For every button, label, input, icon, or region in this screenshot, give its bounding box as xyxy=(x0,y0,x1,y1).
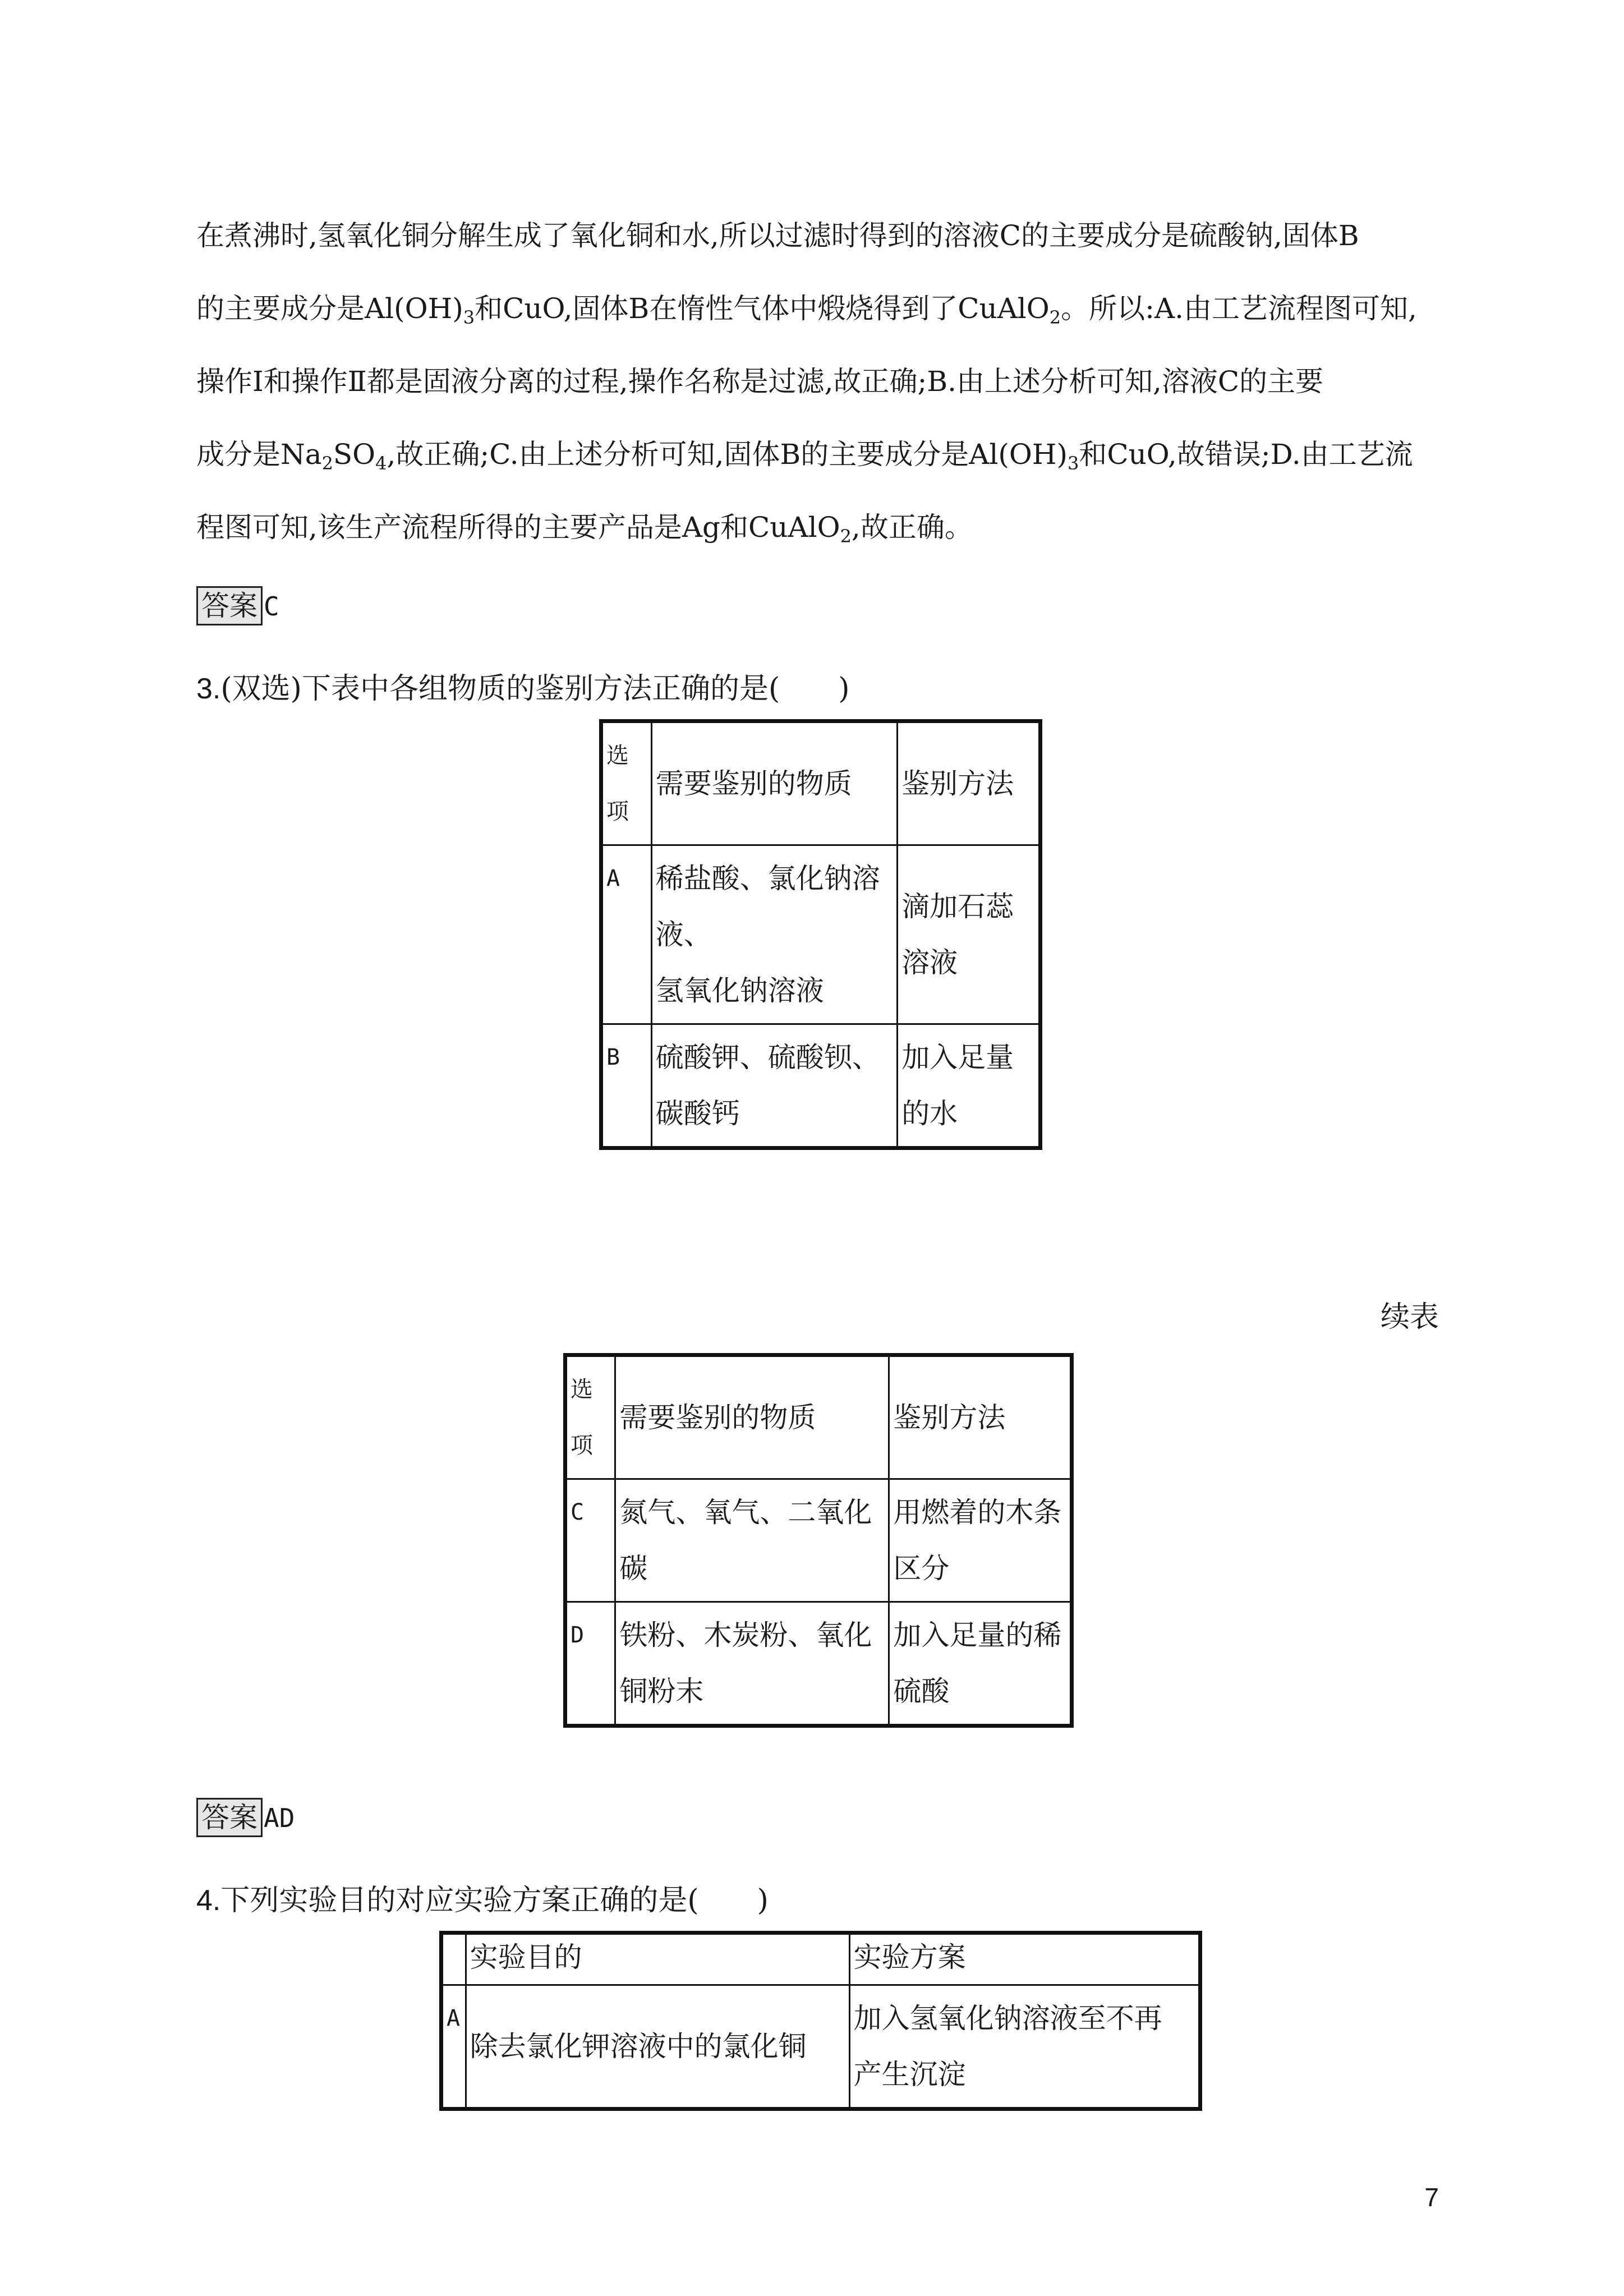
header-method: 鉴别方法 xyxy=(898,721,1041,845)
row-method: 滴加石蕊 溶液 xyxy=(898,845,1041,1024)
header-option: 选项 xyxy=(565,1355,615,1479)
row-method: 用燃着的木条 区分 xyxy=(889,1479,1072,1602)
row-substances: 铁粉、木炭粉、氧化 铜粉末 xyxy=(615,1602,889,1726)
table-header-row xyxy=(441,1933,1200,1985)
row-option: B xyxy=(601,1024,652,1148)
header-substances: 需要鉴别的物质 xyxy=(615,1355,889,1479)
answer-value: C xyxy=(264,591,279,622)
question-4 xyxy=(196,1876,769,1918)
answer-value: AD xyxy=(264,1803,295,1833)
table-row xyxy=(565,1479,1072,1602)
table-row xyxy=(441,1985,1200,2109)
answer-label: 答案 xyxy=(196,1798,263,1837)
page-number: 7 xyxy=(1424,2183,1439,2212)
question-number: 3. xyxy=(196,673,221,705)
table-q3-part1 xyxy=(599,719,1042,1150)
row-method: 加入足量 的水 xyxy=(898,1024,1041,1148)
row-substances: 硫酸钾、硫酸钡、 碳酸钙 xyxy=(651,1024,897,1148)
answer-label: 答案 xyxy=(196,586,263,625)
explanation-line-2: 的主要成分是$Al(OH)_3$和CuO,固体B在惰性气体中煅烧得到了CuAlO$_2$。所以:A.由工艺流程图可知, xyxy=(196,292,1417,328)
table-header-row xyxy=(565,1355,1072,1479)
answer-block-1 xyxy=(196,586,279,625)
header-purpose: 实验目的 xyxy=(466,1933,849,1985)
question-text: 下列实验目的对应实验方案正确的是( ) xyxy=(220,1884,769,1917)
header-option: 选项 xyxy=(601,721,652,845)
header-plan: 实验方案 xyxy=(849,1933,1200,1985)
row-plan: 加入氢氧化钠溶液至不再 产生沉淀 xyxy=(849,1985,1200,2109)
row-option: C xyxy=(565,1479,615,1602)
continued-table-label: 续表 xyxy=(1380,1300,1439,1334)
table-row xyxy=(601,1024,1041,1148)
question-number: 4. xyxy=(196,1884,221,1917)
question-text: (双选)下表中各组物质的鉴别方法正确的是( ) xyxy=(220,672,850,706)
explanation-line-1: 在煮沸时,氢氧化铜分解生成了氧化铜和水,所以过滤时得到的溶液C的主要成分是硫酸钠,固体B xyxy=(196,219,1359,252)
row-substances: 稀盐酸、氯化钠溶 液、 氢氧化钠溶液 xyxy=(651,845,897,1024)
answer-block-2 xyxy=(196,1798,295,1837)
question-3 xyxy=(196,665,850,707)
header-option xyxy=(441,1933,466,1985)
table-q3-part2 xyxy=(563,1353,1074,1728)
explanation-line-5: 程图可知,该生产流程所得的主要产品是Ag和CuAlO$_2$,故正确。 xyxy=(196,511,973,547)
explanation-line-4: 成分是$Na_2SO_4$,故正确;C.由上述分析可知,固体B的主要成分是$Al(OH)_3$和CuO,故错误;D.由工艺流 xyxy=(196,438,1413,474)
row-option: D xyxy=(565,1602,615,1726)
row-purpose: 除去氯化钾溶液中的氯化铜 xyxy=(466,1985,849,2109)
header-substances: 需要鉴别的物质 xyxy=(651,721,897,845)
header-method: 鉴别方法 xyxy=(889,1355,1072,1479)
row-substances: 氮气、氧气、二氧化 碳 xyxy=(615,1479,889,1602)
row-option: A xyxy=(441,1985,466,2109)
table-header-row xyxy=(601,721,1041,845)
table-row xyxy=(565,1602,1072,1726)
table-row xyxy=(601,845,1041,1024)
row-method: 加入足量的稀 硫酸 xyxy=(889,1602,1072,1726)
row-option: A xyxy=(601,845,652,1024)
table-q4 xyxy=(439,1931,1202,2111)
explanation-line-3: 操作Ⅰ和操作Ⅱ都是固液分离的过程,操作名称是过滤,故正确;B.由上述分析可知,溶液C的主要 xyxy=(196,365,1324,398)
